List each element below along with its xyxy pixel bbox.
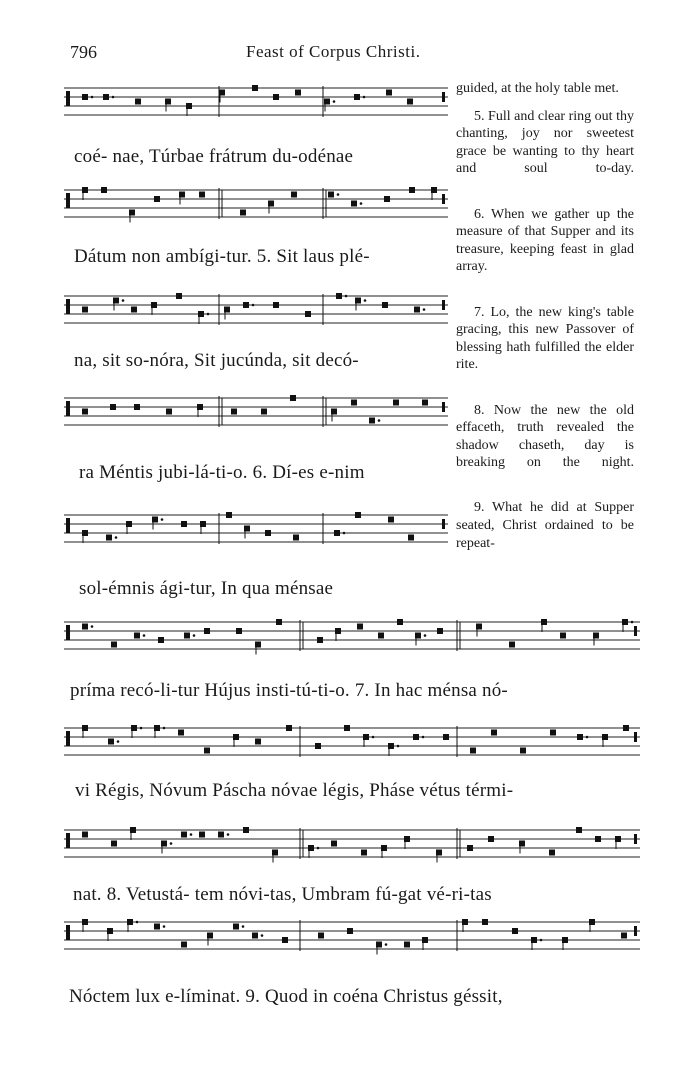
neume: [178, 730, 184, 736]
neume: [107, 928, 113, 934]
neume: [593, 633, 599, 639]
neume: [622, 619, 628, 625]
neume: [354, 94, 360, 100]
translation-stanza: [456, 206, 634, 294]
neume: [184, 633, 190, 639]
neume: [151, 302, 157, 308]
neume: [462, 919, 468, 925]
neume: [130, 827, 136, 833]
neume: [199, 192, 205, 198]
neume: [129, 210, 135, 216]
neume: [623, 725, 629, 731]
c-clef-icon: [66, 731, 70, 746]
neume: [331, 841, 337, 847]
neume: [408, 535, 414, 541]
neume: [413, 734, 419, 740]
lyric-line-2: Dátum non ambígi-tur. 5. Sit laus plé-: [74, 246, 370, 267]
neume: [82, 94, 88, 100]
translation-stanza: [456, 499, 634, 569]
lyric-line-6: príma recó-li-tur Hújus insti-tú-ti-o. 7. In hac ménsa nó-: [70, 680, 508, 701]
neume: [82, 725, 88, 731]
neume: [82, 624, 88, 630]
neume: [101, 187, 107, 193]
neume: [131, 725, 137, 731]
neume: [318, 933, 324, 939]
neume: [286, 725, 292, 731]
c-clef-icon: [66, 625, 70, 640]
neume: [615, 836, 621, 842]
neume: [179, 192, 185, 198]
neume: [467, 845, 473, 851]
neume: [388, 517, 394, 523]
neume: [240, 210, 246, 216]
neume: [488, 836, 494, 842]
lyric-line-9: Nóctem lux e-líminat. 9. Quod in coéna Christus géssit,: [69, 986, 503, 1007]
music-staff-6: [64, 612, 640, 674]
neume: [166, 409, 172, 415]
neume: [108, 739, 114, 745]
lyric-line-5: sol-émnis ági-tur, In qua ménsae: [79, 578, 334, 599]
neume: [315, 743, 321, 749]
neume: [224, 307, 230, 313]
neume: [152, 517, 158, 523]
neume: [154, 924, 160, 930]
neume: [113, 298, 119, 304]
music-staff-2: [64, 180, 448, 242]
neume: [82, 919, 88, 925]
neume: [388, 743, 394, 749]
neume: [154, 725, 160, 731]
lyric-line-7: vi Régis, Nóvum Páscha nóvae légis, Pháse vétus térmi-: [75, 780, 514, 801]
neume: [135, 99, 141, 105]
lyric-line-4: ra Méntis jubi-lá-ti-o. 6. Dí-es e-nim: [79, 462, 365, 483]
neume: [199, 832, 205, 838]
neume: [176, 293, 182, 299]
neume: [207, 933, 213, 939]
neume: [308, 845, 314, 851]
neume: [369, 418, 375, 424]
translation-stanza: [456, 304, 634, 392]
c-clef-icon: [66, 833, 70, 848]
neume: [621, 933, 627, 939]
neume: [602, 734, 608, 740]
neume: [244, 526, 250, 532]
page-number: 796: [70, 42, 97, 62]
neume: [562, 937, 568, 943]
neume: [111, 841, 117, 847]
neume: [509, 642, 515, 648]
neume: [393, 400, 399, 406]
neume: [111, 642, 117, 648]
neume: [273, 302, 279, 308]
neume: [204, 628, 210, 634]
neume: [219, 90, 225, 96]
neume: [131, 307, 137, 313]
neume: [243, 827, 249, 833]
neume: [255, 739, 261, 745]
neume: [331, 409, 337, 415]
neume: [231, 409, 237, 415]
running-title: Feast of Corpus Christi.: [246, 42, 421, 61]
neume: [470, 748, 476, 754]
neume: [82, 530, 88, 536]
translation-stanza: [456, 108, 634, 196]
neume: [351, 400, 357, 406]
neume: [519, 841, 525, 847]
neume: [376, 942, 382, 948]
neume: [560, 633, 566, 639]
neume: [236, 628, 242, 634]
neume: [295, 90, 301, 96]
translation-stanza-text: 6. When we gather up the measure of that Supper and its treasure, keeping feast in glad array.: [456, 206, 634, 275]
translation-stanza: [456, 402, 634, 490]
neume: [414, 307, 420, 313]
neume: [291, 192, 297, 198]
neume: [476, 624, 482, 630]
neume: [336, 293, 342, 299]
music-staff-3: [64, 286, 448, 348]
neume: [422, 400, 428, 406]
neume: [181, 832, 187, 838]
music-staff-4: [64, 388, 448, 460]
neume: [154, 196, 160, 202]
neume: [233, 924, 239, 930]
music-staff-7: [64, 718, 640, 780]
neume: [589, 919, 595, 925]
neume: [407, 99, 413, 105]
neume: [82, 187, 88, 193]
neume: [520, 748, 526, 754]
neume: [550, 730, 556, 736]
neume: [355, 512, 361, 518]
neume: [576, 827, 582, 833]
neume: [344, 725, 350, 731]
neume: [397, 619, 403, 625]
neume: [409, 187, 415, 193]
neume: [268, 201, 274, 207]
neume: [181, 521, 187, 527]
music-staff-8: [64, 820, 640, 882]
neume: [255, 642, 261, 648]
neume: [290, 395, 296, 401]
neume: [134, 404, 140, 410]
neume: [531, 937, 537, 943]
neume: [378, 633, 384, 639]
translation-stanza-text: 5. Full and clear ring out thy chanting, joy nor sweetest grace be wanting to thy heart and soul to-day.: [456, 108, 634, 177]
neume: [82, 832, 88, 838]
neume: [317, 637, 323, 643]
neume: [110, 404, 116, 410]
neume: [422, 937, 428, 943]
c-clef-icon: [66, 401, 70, 416]
neume: [437, 628, 443, 634]
lyric-line-1: coé- nae, Túrbae frátrum du-odénae: [74, 146, 354, 167]
neume: [381, 845, 387, 851]
c-clef-icon: [66, 91, 70, 106]
neume: [103, 94, 109, 100]
neume: [404, 836, 410, 842]
neume: [335, 628, 341, 634]
neume: [324, 99, 330, 105]
neume: [512, 928, 518, 934]
neume: [357, 624, 363, 630]
neume: [265, 530, 271, 536]
music-staff-5: [64, 505, 448, 577]
neume: [126, 521, 132, 527]
music-staff-1: [64, 78, 448, 140]
neume: [261, 409, 267, 415]
neume: [233, 734, 239, 740]
translation-stanza-text: 7. Lo, the new king's table gracing, this new Passover of blessing hath fulfilled the elder rite.: [456, 304, 634, 373]
neume: [361, 850, 367, 856]
neume: [404, 942, 410, 948]
neume: [197, 404, 203, 410]
neume: [328, 192, 334, 198]
c-clef-icon: [66, 518, 70, 533]
neume: [252, 85, 258, 91]
translation-stanza: guided, at the holy table met.: [456, 81, 619, 96]
translation-stanza-text: 8. Now the new the old effaceth, truth revealed the shadow chaseth, day is breaking on the night.: [456, 402, 634, 471]
neume: [436, 850, 442, 856]
neume: [491, 730, 497, 736]
neume: [577, 734, 583, 740]
neume: [384, 196, 390, 202]
neume: [158, 637, 164, 643]
neume: [82, 409, 88, 415]
neume: [293, 535, 299, 541]
neume: [351, 201, 357, 207]
neume: [165, 99, 171, 105]
neume: [200, 521, 206, 527]
neume: [282, 937, 288, 943]
music-staff-9: [64, 912, 640, 984]
neume: [181, 942, 187, 948]
neume: [386, 90, 392, 96]
neume: [252, 933, 258, 939]
neume: [549, 850, 555, 856]
lyric-line-3: na, sit so-nóra, Sit jucúnda, sit decó-: [74, 350, 359, 371]
neume: [363, 734, 369, 740]
neume: [482, 919, 488, 925]
neume: [443, 734, 449, 740]
c-clef-icon: [66, 299, 70, 314]
neume: [382, 302, 388, 308]
neume: [334, 530, 340, 536]
neume: [305, 311, 311, 317]
neume: [134, 633, 140, 639]
neume: [127, 919, 133, 925]
neume: [106, 535, 112, 541]
neume: [186, 103, 192, 109]
neume: [243, 302, 249, 308]
neume: [355, 298, 361, 304]
neume: [226, 512, 232, 518]
translation-column: [456, 80, 634, 580]
neume: [276, 619, 282, 625]
neume: [595, 836, 601, 842]
neume: [204, 748, 210, 754]
neume: [272, 850, 278, 856]
neume: [198, 311, 204, 317]
neume: [161, 841, 167, 847]
neume: [431, 187, 437, 193]
neume: [218, 832, 224, 838]
neume: [82, 307, 88, 313]
lyric-line-8: nat. 8. Vetustá- tem nóvi-tas, Umbram fú-gat vé-ri-tas: [73, 884, 492, 905]
c-clef-icon: [66, 925, 70, 940]
neume: [415, 633, 421, 639]
neume: [273, 94, 279, 100]
c-clef-icon: [66, 193, 70, 208]
neume: [347, 928, 353, 934]
translation-stanza-text: 9. What he did at Supper seated, Christ ordained to be repeat-: [456, 500, 634, 551]
neume: [541, 619, 547, 625]
